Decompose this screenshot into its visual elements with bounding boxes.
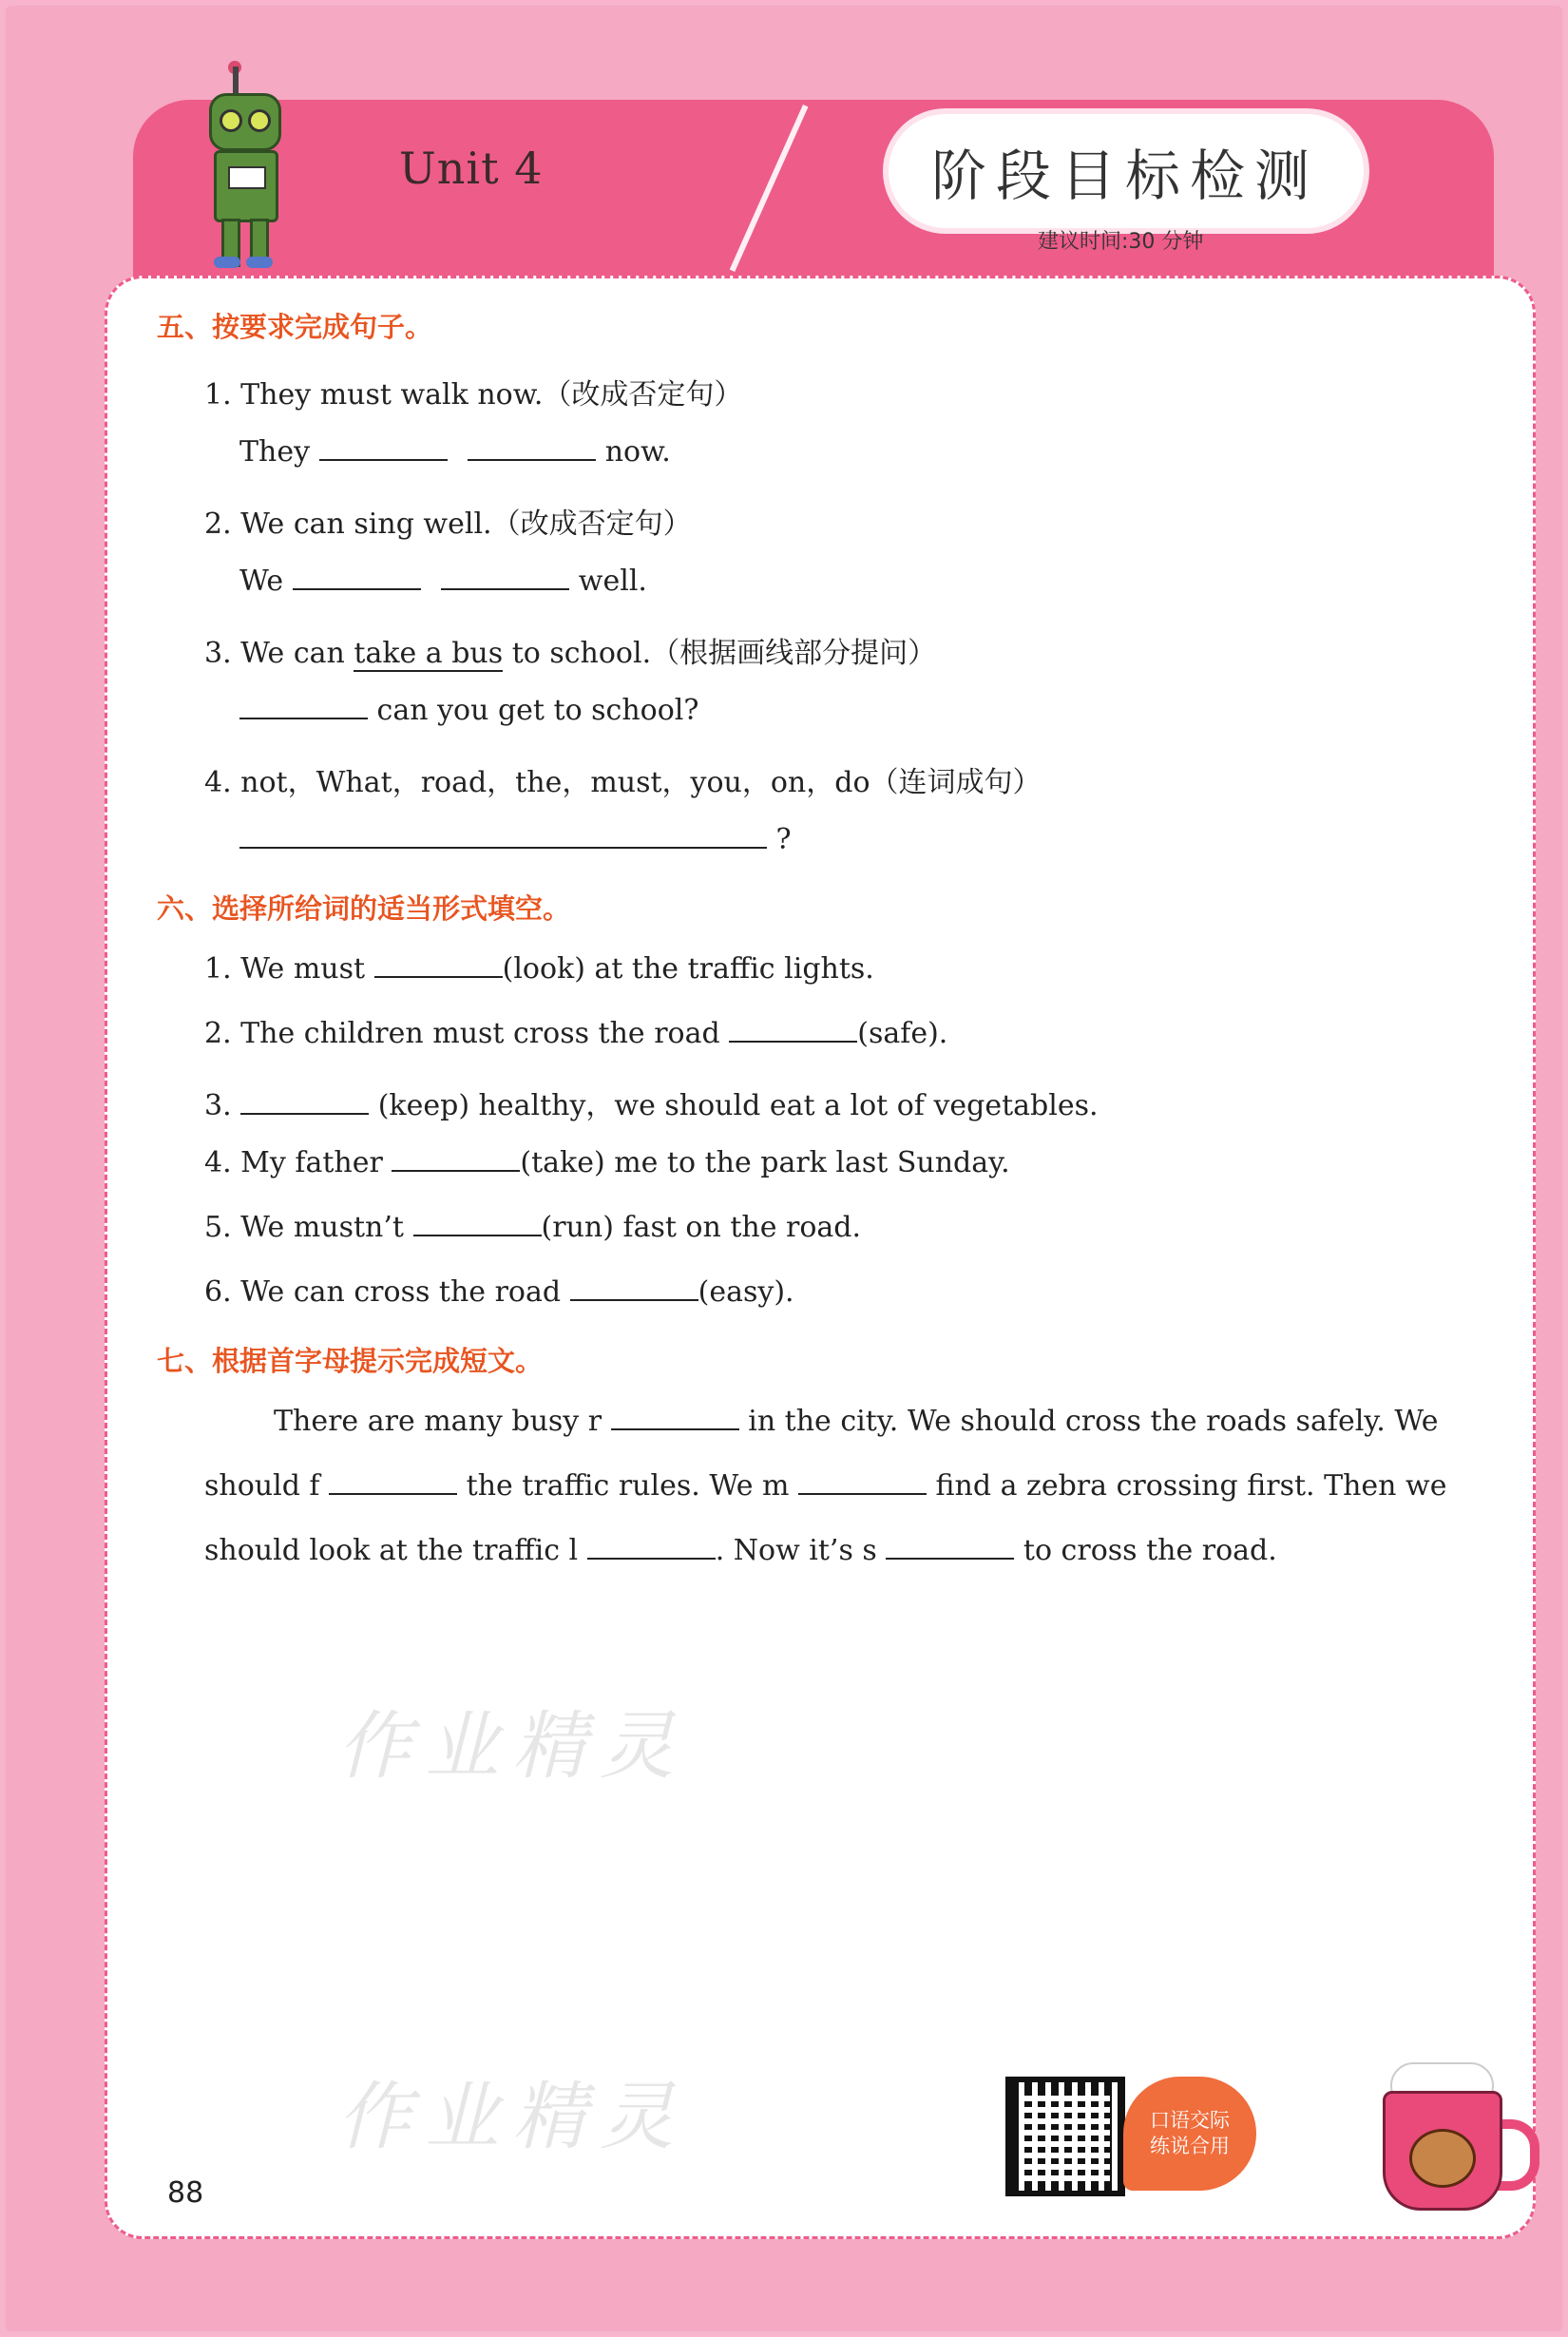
s6-q2 (204, 1017, 947, 1050)
s5-q4: 4. not，What，road，the，must，you，on，do（连词成句） (204, 766, 1042, 799)
s5-q2: 2. We can sing well.（改成否定句） (204, 508, 692, 541)
s7-text: There are many busy r (274, 1405, 602, 1438)
s6-q1 (204, 952, 874, 986)
robot-mascot-icon (195, 67, 309, 271)
watermark-logo: 作业精灵 (337, 1704, 688, 1790)
answer-blank[interactable] (374, 953, 503, 978)
s7-line2 (204, 1469, 1446, 1503)
s6-q5 (204, 1211, 861, 1244)
s6-q6-post: (easy). (698, 1275, 794, 1309)
s5-a1-prefix: They (239, 435, 311, 469)
qr-label-line1: 口语交际 (1150, 2108, 1230, 2132)
page-title: 阶段目标检测 (931, 144, 1320, 208)
answer-blank[interactable] (319, 436, 448, 461)
s5-a3 (239, 694, 698, 727)
answer-blank[interactable] (413, 1212, 542, 1236)
underlined-phrase: take a bus (354, 637, 504, 670)
s6-q3-post: (keep) healthy，we should eat a lot of vegetables. (377, 1089, 1099, 1122)
s6-q2-post: (safe). (857, 1017, 948, 1050)
s5-a4 (239, 823, 792, 856)
unit-title: Unit 4 (399, 143, 544, 194)
s6-q4-post: (take) me to the park last Sunday. (520, 1146, 1010, 1179)
answer-blank[interactable] (239, 824, 767, 849)
s6-q3 (204, 1082, 1099, 1123)
s5-q3-pre: 3. We can (204, 637, 354, 670)
s7-text: should look at the traffic l (204, 1534, 579, 1567)
answer-blank[interactable] (570, 1276, 698, 1301)
s7-line1 (274, 1405, 1438, 1438)
answer-blank[interactable] (329, 1470, 457, 1495)
s5-q3-post: to school.（根据画线部分提问） (503, 637, 937, 670)
s6-q1-post: (look) at the traffic lights. (502, 952, 874, 986)
s7-text: should f (204, 1469, 320, 1503)
s6-q3-pre: 3. (204, 1089, 232, 1122)
s5-a2 (239, 565, 647, 598)
s6-q4 (204, 1146, 1010, 1179)
s5-a1 (239, 435, 671, 469)
answer-blank[interactable] (239, 695, 368, 719)
s6-q6-pre: 6. We can cross the road (204, 1275, 562, 1309)
section-5-title: 五、按要求完成句子。 (157, 311, 433, 343)
answer-blank[interactable] (392, 1147, 520, 1172)
s6-q5-pre: 5. We mustn’t (204, 1211, 404, 1244)
s6-q4-pre: 4. My father (204, 1146, 383, 1179)
s5-q3 (204, 629, 936, 671)
qr-label-bubble (1123, 2077, 1256, 2191)
answer-blank[interactable] (587, 1535, 716, 1560)
answer-blank[interactable] (441, 565, 569, 590)
answer-blank[interactable] (468, 436, 596, 461)
s5-a4-suffix: ? (775, 823, 792, 856)
s6-q6 (204, 1275, 794, 1309)
answer-blank[interactable] (293, 565, 421, 590)
answer-blank[interactable] (886, 1535, 1014, 1560)
answer-blank[interactable] (798, 1470, 927, 1495)
section-7-title: 七、根据首字母提示完成短文。 (157, 1345, 544, 1377)
watermark-logo: 作业精灵 (337, 2075, 688, 2160)
s7-line3 (204, 1534, 1277, 1567)
s5-a2-prefix: We (239, 565, 284, 598)
s7-text: . Now it’s s (715, 1534, 877, 1567)
s6-q5-post: (run) fast on the road. (541, 1211, 862, 1244)
s5-a1-suffix: now. (604, 435, 671, 469)
s7-text: find a zebra crossing first. Then we (935, 1469, 1447, 1503)
qr-label-line2: 练说合用 (1150, 2135, 1230, 2157)
suggested-time: 建议时间:30 分钟 (1038, 230, 1204, 254)
page-number: 88 (167, 2176, 204, 2210)
s6-q1-pre: 1. We must (204, 952, 366, 986)
answer-blank[interactable] (611, 1406, 739, 1430)
s6-q2-pre: 2. The children must cross the road (204, 1017, 720, 1050)
answer-blank[interactable] (729, 1018, 857, 1043)
section-6-title: 六、选择所给词的适当形式填空。 (157, 892, 571, 925)
answer-blank[interactable] (240, 1090, 369, 1115)
s5-q1: 1. They must walk now.（改成否定句） (204, 378, 743, 412)
s7-text: in the city. We should cross the roads safely. We (748, 1405, 1439, 1438)
s5-a2-suffix: well. (578, 565, 647, 598)
bear-mug-icon (1373, 2053, 1535, 2219)
s7-text: to cross the road. (1023, 1534, 1277, 1567)
s5-a3-suffix: can you get to school? (376, 694, 699, 727)
qr-code-icon[interactable] (1005, 2077, 1125, 2196)
s7-text: the traffic rules. We m (466, 1469, 790, 1503)
